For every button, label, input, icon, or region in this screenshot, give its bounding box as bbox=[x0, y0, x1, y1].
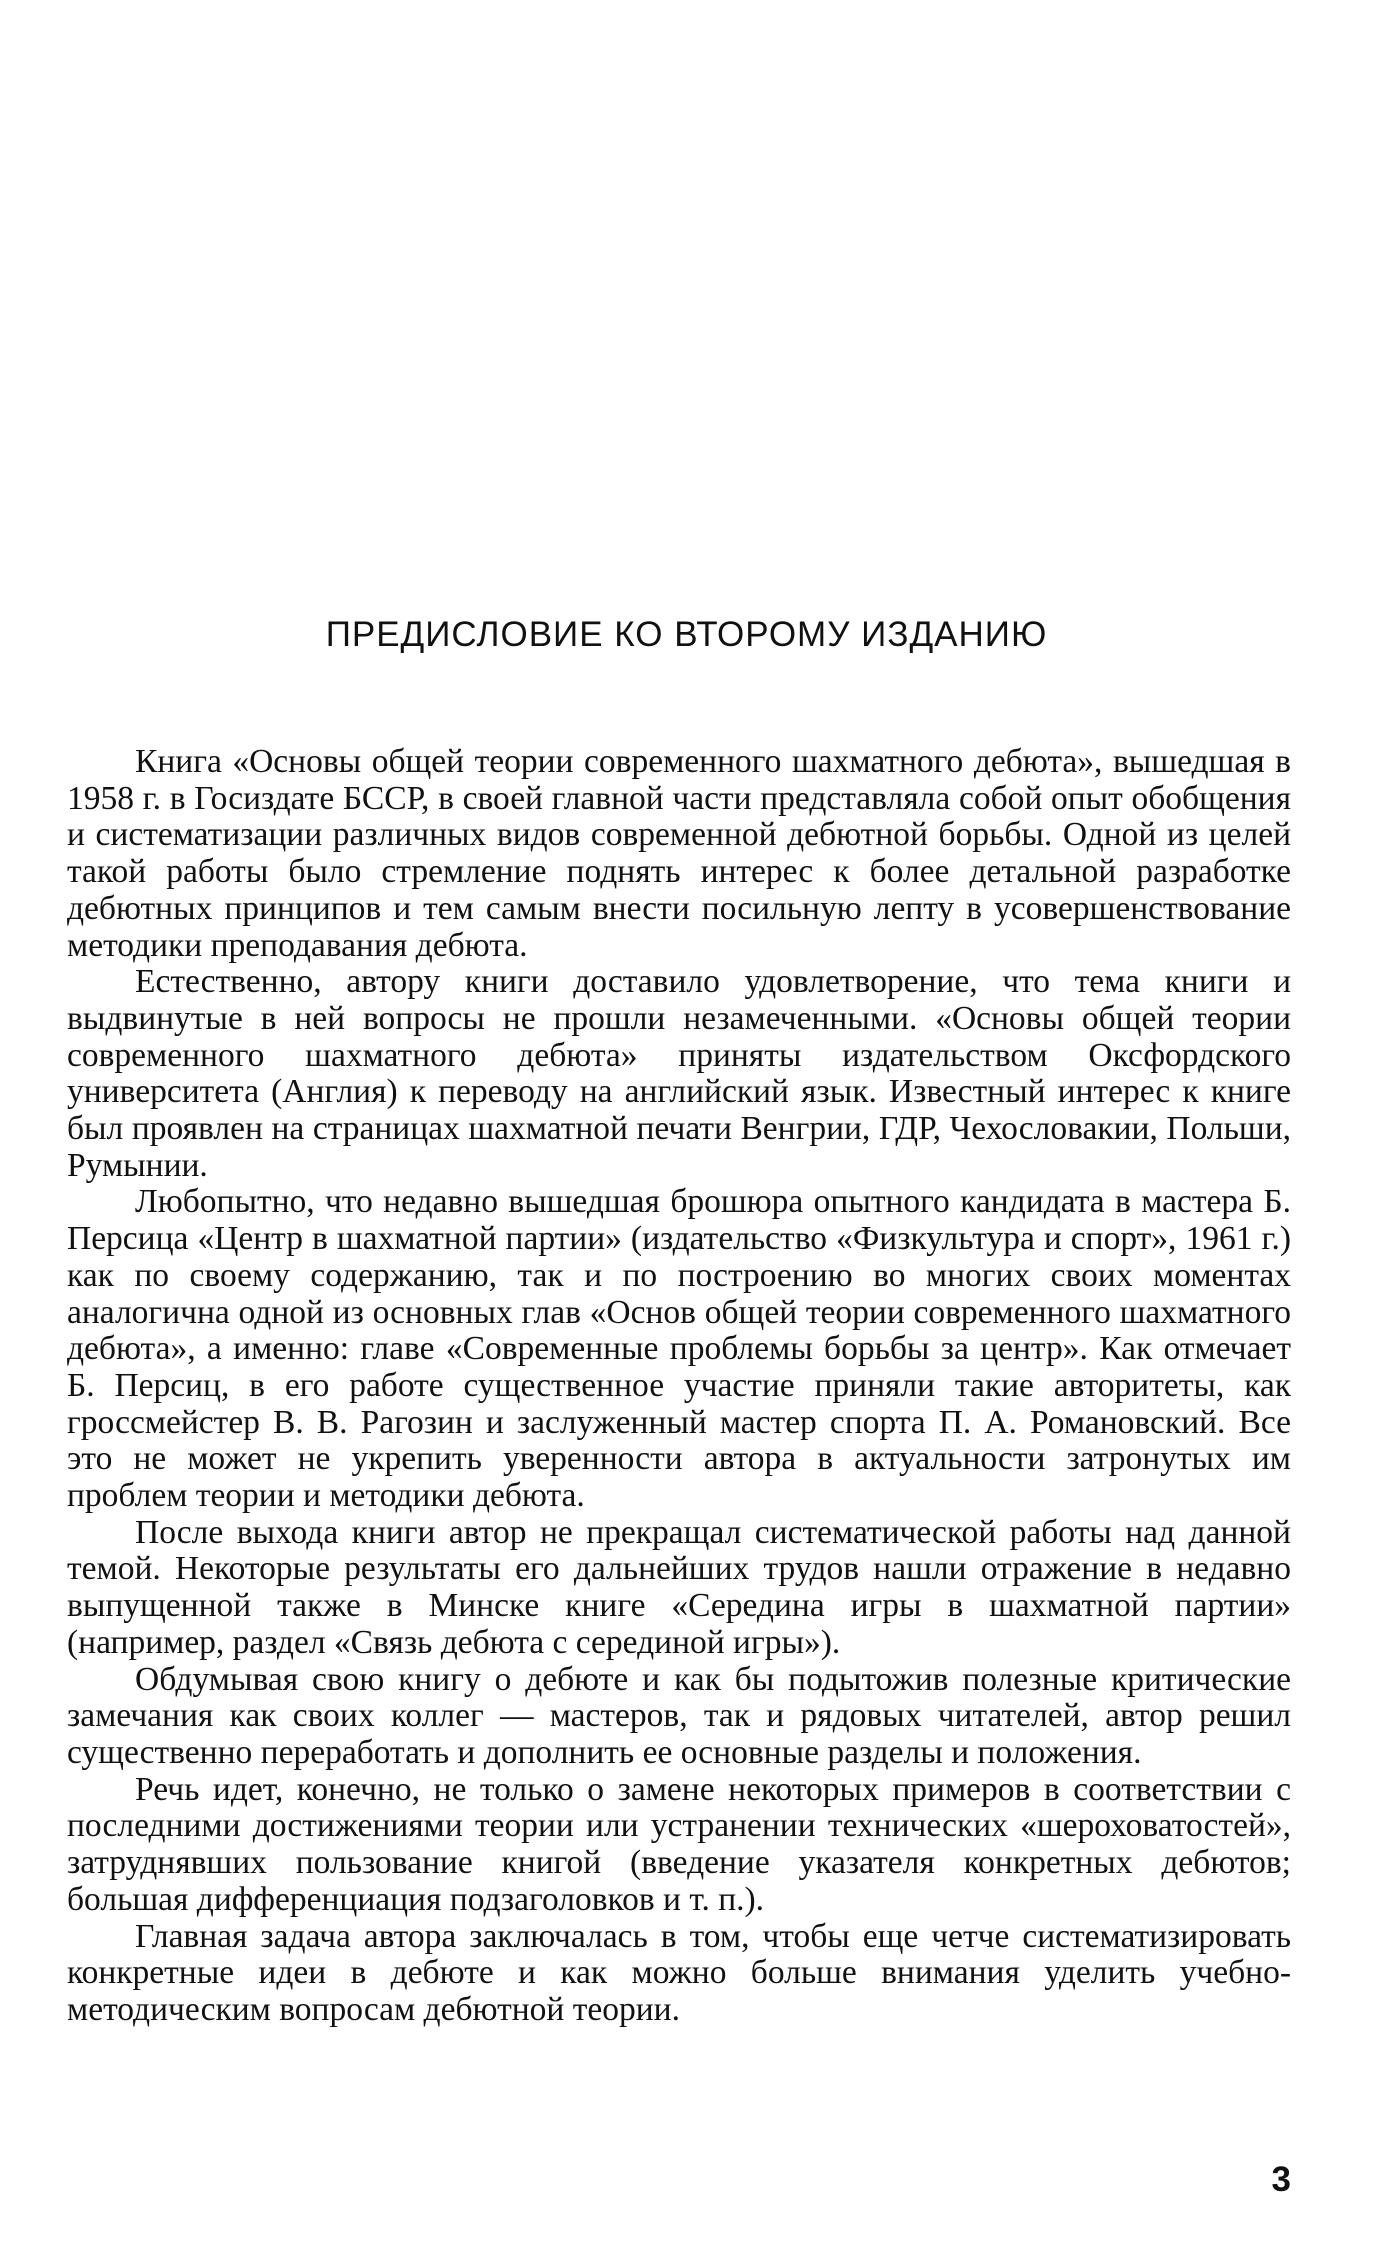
page-number: 3 bbox=[1271, 2160, 1291, 2199]
paragraph: Речь идет, конечно, не только о замене некоторых примеров в соответствии с последними достижениями теории или устранении технических «шероховатостей», затруднявших пользование книгой (введение указателя конкретных дебютов; большая дифференциация подзаголовков и т. п.). bbox=[67, 1770, 1291, 1918]
paragraph: Обдумывая свою книгу о дебюте и как бы подытожив полезные критические замечания как своих коллег — мастеров, так и рядовых читателей, автор решил существенно переработать и дополнить ее основные разделы и положения. bbox=[67, 1660, 1291, 1771]
paragraph: Книга «Основы общей теории современного шахматного дебюта», вышедшая в 1958 г. в Госиздате БССР, в своей главной части представляла собой опыт обобщения и систематизации различных видов современной дебютной борьбы. Одной из целей такой работы было стремление поднять интерес к более детальной разработке дебютных принципов и тем самым внести посильную лепту в усовершенствование методики преподавания дебюта. bbox=[67, 743, 1291, 964]
paragraph: После выхода книги автор не прекращал систематической работы над данной темой. Некоторые результаты его дальнейших трудов нашли отражение в недавно выпущенной также в Минске книге «Середина игры в шахматной партии» (например, раздел «Связь дебюта с серединой игры»). bbox=[67, 1513, 1291, 1661]
page-title: ПРЕДИСЛОВИЕ КО ВТОРОМУ ИЗДАНИЮ bbox=[325, 615, 1048, 654]
paragraph: Любопытно, что недавно вышедшая брошюра опытного кандидата в мастера Б. Персица «Центр в шахматной партии» (издательство «Физкультура и спорт», 1961 г.) как по своему содержанию, так и по построению во многих своих моментах аналогична одной из основных глав «Основ общей теории современного шахматного дебюта», а именно: главе «Современные проблемы борьбы за центр». Как отмечает Б. Персиц, в его работе существенное участие приняли такие авторитеты, как гроссмейстер В. В. Рагозин и заслуженный мастер спорта П. А. Романовский. Все это не может не укрепить уверенности автора в актуальности затронутых им проблем теории и методики дебюта. bbox=[67, 1183, 1291, 1515]
paragraph: Главная задача автора заключалась в том, чтобы еще четче систематизировать конкретные идеи в дебюте и как можно больше внимания уделить учебно-методическим вопросам дебютной теории. bbox=[67, 1917, 1291, 2028]
paragraph: Естественно, автору книги доставило удовлетворение, что тема книги и выдвинутые в ней вопросы не прошли незамеченными. «Основы общей теории современного шахматного дебюта» приняты издательством Оксфордского университета (Англия) к переводу на английский язык. Известный интерес к книге был проявлен на страницах шахматной печати Венгрии, ГДР, Чехословакии, Польши, Румынии. bbox=[67, 963, 1291, 1184]
preface-body bbox=[67, 744, 1291, 2029]
